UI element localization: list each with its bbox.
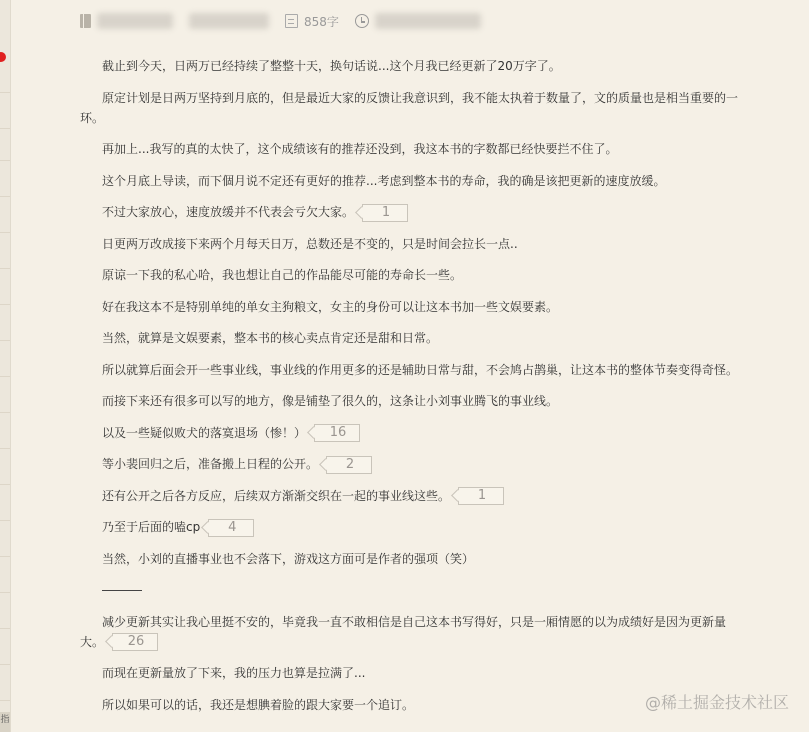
paragraph-comment-count[interactable]: 1 xyxy=(362,204,408,222)
paragraph xyxy=(80,56,740,76)
paragraph-text: 原定计划是日两万坚持到月底的，但是最近大家的反馈让我意识到，我不能太执着于数量了，文的质量也是相当重要的一环。 xyxy=(80,90,739,125)
paragraph-comment-count[interactable]: 26 xyxy=(112,633,158,651)
book-name-redacted xyxy=(97,13,173,29)
divider-line xyxy=(102,590,142,591)
book-name-meta[interactable] xyxy=(80,13,173,29)
paragraph-text: 这个月底上导读，而下個月说不定还有更好的推荐...考虑到整本书的寿命，我的确是该把更新的速度放缓。 xyxy=(102,173,666,188)
paragraph xyxy=(80,612,740,652)
paragraph-text: 好在我这本不是特别单纯的单女主狗粮文，女主的身份可以让这本书加一些文娱要素。 xyxy=(102,299,559,314)
paragraph xyxy=(80,549,740,569)
paragraph-text: 而接下来还有很多可以写的地方，像是铺垫了很久的，这条让小刘事业腾飞的事业线。 xyxy=(102,394,559,408)
chapter-info-bar xyxy=(80,8,497,34)
paragraph-text: 乃至于后面的嗑cp xyxy=(102,520,201,534)
paragraph-text: 当然，就算是文娱要素，整本书的核心卖点肯定还是甜和日常。 xyxy=(102,331,439,345)
paragraph xyxy=(80,171,740,191)
paragraph xyxy=(80,297,740,317)
watermark: @稀土掘金技术社区 xyxy=(644,693,789,712)
paragraph xyxy=(80,695,740,715)
notification-badge xyxy=(0,52,6,62)
paragraph-text: 原谅一下我的私心哈，我也想让自己的作品能尽可能的寿命长一些。 xyxy=(102,268,463,282)
paragraph xyxy=(80,486,740,506)
paragraph-text: 而现在更新量放了下来，我的压力也算是拉满了... xyxy=(102,666,366,680)
paragraph xyxy=(80,360,740,380)
author-redacted xyxy=(189,13,269,29)
paragraph-text: 当然，小刘的直播事业也不会落下，游戏这方面可是作者的强项（笑） xyxy=(102,551,475,566)
paragraph xyxy=(80,454,740,474)
section-divider xyxy=(80,580,740,600)
paragraph-text: 所以如果可以的话，我还是想腆着脸的跟大家要一个追订。 xyxy=(102,697,415,712)
book-icon xyxy=(80,14,91,28)
paragraph xyxy=(80,202,740,222)
paragraph-text: 以及一些疑似败犬的落寞退场（惨！） xyxy=(102,425,307,440)
paragraph-comment-count[interactable]: 16 xyxy=(314,424,360,442)
side-tab[interactable]: 指 xyxy=(0,712,10,732)
clock-icon xyxy=(355,14,369,28)
paragraph xyxy=(80,328,740,348)
paragraph xyxy=(80,423,740,443)
paragraph-text: 截止到今天，日两万已经持续了整整十天，换句话说...这个月我已经更新了20万字了。 xyxy=(102,59,561,73)
author-meta[interactable] xyxy=(189,13,269,29)
paragraph-text: 日更两万改成接下来两个月每天日万，总数还是不变的，只是时间会拉长一点.. xyxy=(102,236,518,251)
paragraph xyxy=(80,517,740,537)
paragraph-text: 不过大家放心，速度放缓并不代表会亏欠大家。 xyxy=(102,205,355,219)
update-time-meta xyxy=(355,13,481,29)
word-count: 858字 xyxy=(304,14,339,29)
paragraph xyxy=(80,234,740,254)
update-time-redacted xyxy=(375,13,481,29)
word-count-icon xyxy=(285,14,298,28)
paragraph-comment-count[interactable]: 1 xyxy=(458,487,504,505)
paragraph-text: 所以就算后面会开一些事业线，事业线的作用更多的还是辅助日常与甜，不会鸠占鹊巢，让这本书的整体节奏变得奇怪。 xyxy=(102,362,739,377)
paragraph xyxy=(80,88,740,128)
paragraph xyxy=(80,391,740,411)
paragraph-comment-count[interactable]: 2 xyxy=(326,456,372,474)
paragraph xyxy=(80,139,740,159)
word-count-meta xyxy=(285,13,339,30)
paragraph-text: 再加上...我写的真的太快了，这个成绩该有的推荐还没到，我这本书的字数都已经快要拦不住了。 xyxy=(102,142,618,156)
chapter-content xyxy=(80,56,740,726)
paragraph-comment-count[interactable]: 4 xyxy=(208,519,254,537)
paragraph-text: 减少更新其实让我心里挺不安的，毕竟我一直不敢相信是自己这本书写得好，只是一厢情愿的以为成绩好是因为更新量大。 xyxy=(80,614,727,649)
paragraph xyxy=(80,265,740,285)
left-panel-edge xyxy=(0,0,11,732)
paragraph-text: 还有公开之后各方反应，后续双方渐渐交织在一起的事业线这些。 xyxy=(102,488,451,503)
paragraph xyxy=(80,663,740,683)
paragraph-text: 等小裴回归之后，准备搬上日程的公开。 xyxy=(102,457,319,471)
